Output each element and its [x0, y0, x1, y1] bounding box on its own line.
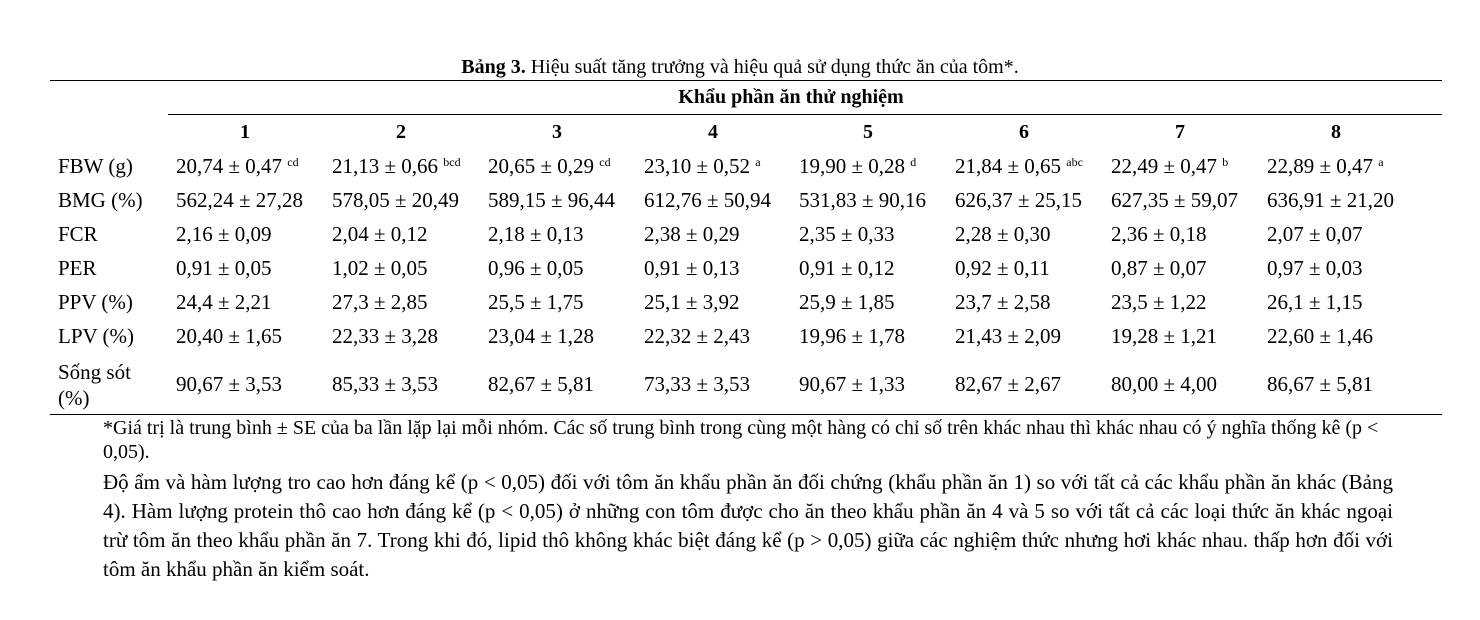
row-label-ppv: PPV (%): [58, 290, 133, 314]
caption-text: Hiệu suất tăng trưởng và hiệu quả sử dụng thức ăn của tôm*.: [525, 56, 1019, 78]
table-cell: 19,28 ± 1,21: [1111, 324, 1218, 348]
col-header-3: 3: [552, 121, 562, 143]
table-cell: 90,67 ± 3,53: [176, 372, 283, 396]
caption-label: Bảng 3.: [461, 56, 526, 78]
table-cell: 627,35 ± 59,07: [1111, 188, 1239, 212]
table-cell: 85,33 ± 3,53: [332, 372, 439, 396]
table-caption: [0, 55, 1480, 79]
table-cell: 26,1 ± 1,15: [1267, 290, 1363, 314]
group-header-rule: [168, 114, 1442, 115]
col-header-5: 5: [863, 121, 873, 143]
table-cell: 562,24 ± 27,28: [176, 188, 304, 212]
col-header-2: 2: [396, 121, 406, 143]
table-bottom-rule: [50, 414, 1442, 415]
table-cell: 2,16 ± 0,09: [176, 222, 272, 246]
table-cell: 86,67 ± 5,81: [1267, 372, 1374, 396]
table-footnote: *Giá trị là trung bình ± SE của ba lần lặp lại mỗi nhóm. Các số trung bình trong cùng một hàng có chỉ số trên khác nhau thì khác nhau có ý nghĩa thống kê (p < 0,05).: [103, 417, 1379, 463]
table-cell: 2,36 ± 0,18: [1111, 222, 1207, 246]
table-cell: 21,13 ± 0,66 $^{bcd}$: [332, 154, 461, 178]
table-cell: 22,60 ± 1,46: [1267, 324, 1374, 348]
table-cell: 80,00 ± 4,00: [1111, 372, 1218, 396]
col-header-7: 7: [1175, 121, 1185, 143]
row-label-survival: Sống sót: [58, 360, 131, 384]
row-label-lpv: LPV (%): [58, 324, 135, 348]
table-cell: 2,07 ± 0,07: [1267, 222, 1363, 246]
table-cell: 82,67 ± 5,81: [488, 372, 595, 396]
table-cell: 636,91 ± 21,20: [1267, 188, 1395, 212]
table-cell: 578,05 ± 20,49: [332, 188, 460, 212]
table-top-rule: [50, 80, 1442, 81]
row-label-fbw: FBW (g): [58, 154, 133, 178]
table-cell: 23,04 ± 1,28: [488, 324, 595, 348]
row-label-fcr: FCR: [58, 222, 98, 246]
table-cell: 22,33 ± 3,28: [332, 324, 439, 348]
table-cell: 73,33 ± 3,53: [644, 372, 751, 396]
col-header-4: 4: [708, 121, 718, 143]
table-cell: 22,89 ± 0,47 $^a$: [1267, 154, 1384, 178]
body-paragraph: Độ ẩm và hàm lượng tro cao hơn đáng kể (p < 0,05) đối với tôm ăn khẩu phần ăn đối chứng (khẩu phần ăn 1) so với tất cả các khẩu phần ăn khác (Bảng 4). Hàm lượng protein thô cao hơn đáng kể (p < 0,05) ở những con tôm được cho ăn theo khẩu phần ăn 4 và 5 so với tất cả các loại thức ăn khác ngoại trừ tôm ăn theo khẩu phần ăn 7. Trong khi đó, lipid thô không khác biệt đáng kể (p > 0,05) giữa các nghiệm thức nhưng hơi khác nhau. thấp hơn đối với tôm ăn khẩu phần ăn kiểm soát.: [103, 470, 1393, 581]
table-cell: 20,74 ± 0,47 $^{cd}$: [176, 154, 299, 178]
table-cell: 23,7 ± 2,58: [955, 290, 1051, 314]
table-cell: 22,32 ± 2,43: [644, 324, 751, 348]
table-cell: 0,97 ± 0,03: [1267, 256, 1363, 280]
table-cell: 23,5 ± 1,22: [1111, 290, 1207, 314]
table-cell: 23,10 ± 0,52 $^a$: [644, 154, 761, 178]
table-cell: 25,1 ± 3,92: [644, 290, 740, 314]
table-cell: 24,4 ± 2,21: [176, 290, 272, 314]
table-cell: 2,35 ± 0,33: [799, 222, 895, 246]
col-header-8: 8: [1331, 121, 1341, 143]
table-cell: 20,65 ± 0,29 $^{cd}$: [488, 154, 611, 178]
col-header-6: 6: [1019, 121, 1029, 143]
table-cell: 25,5 ± 1,75: [488, 290, 584, 314]
table-cell: 0,96 ± 0,05: [488, 256, 584, 280]
table-cell: 2,38 ± 0,29: [644, 222, 740, 246]
table-cell: 82,67 ± 2,67: [955, 372, 1062, 396]
table-cell: 531,83 ± 90,16: [799, 188, 927, 212]
table-cell: 2,18 ± 0,13: [488, 222, 584, 246]
table-cell: 626,37 ± 25,15: [955, 188, 1083, 212]
col-header-1: 1: [240, 121, 250, 143]
table-cell: 20,40 ± 1,65: [176, 324, 283, 348]
table-cell: 612,76 ± 50,94: [644, 188, 772, 212]
table-cell: 0,91 ± 0,05: [176, 256, 272, 280]
table-cell: 0,91 ± 0,12: [799, 256, 895, 280]
table-cell: 0,92 ± 0,11: [955, 256, 1050, 280]
table-cell: 22,49 ± 0,47 $^b$: [1111, 154, 1229, 178]
table-cell: 25,9 ± 1,85: [799, 290, 895, 314]
table-cell: 2,04 ± 0,12: [332, 222, 428, 246]
group-header: Khẩu phần ăn thử nghiệm: [678, 86, 904, 108]
row-label-survival-unit: (%): [58, 386, 90, 410]
table-cell: 1,02 ± 0,05: [332, 256, 428, 280]
row-label-bmg: BMG (%): [58, 188, 143, 212]
table-cell: 21,43 ± 2,09: [955, 324, 1062, 348]
row-label-per: PER: [58, 256, 97, 280]
table-cell: 2,28 ± 0,30: [955, 222, 1051, 246]
table-cell: 0,91 ± 0,13: [644, 256, 740, 280]
table-cell: 21,84 ± 0,65 $^{abc}$: [955, 154, 1083, 178]
table-cell: 27,3 ± 2,85: [332, 290, 428, 314]
table-cell: 19,90 ± 0,28 $^d$: [799, 154, 917, 178]
table-cell: 0,87 ± 0,07: [1111, 256, 1207, 280]
table-cell: 19,96 ± 1,78: [799, 324, 906, 348]
table-cell: 90,67 ± 1,33: [799, 372, 906, 396]
table-cell: 589,15 ± 96,44: [488, 188, 616, 212]
